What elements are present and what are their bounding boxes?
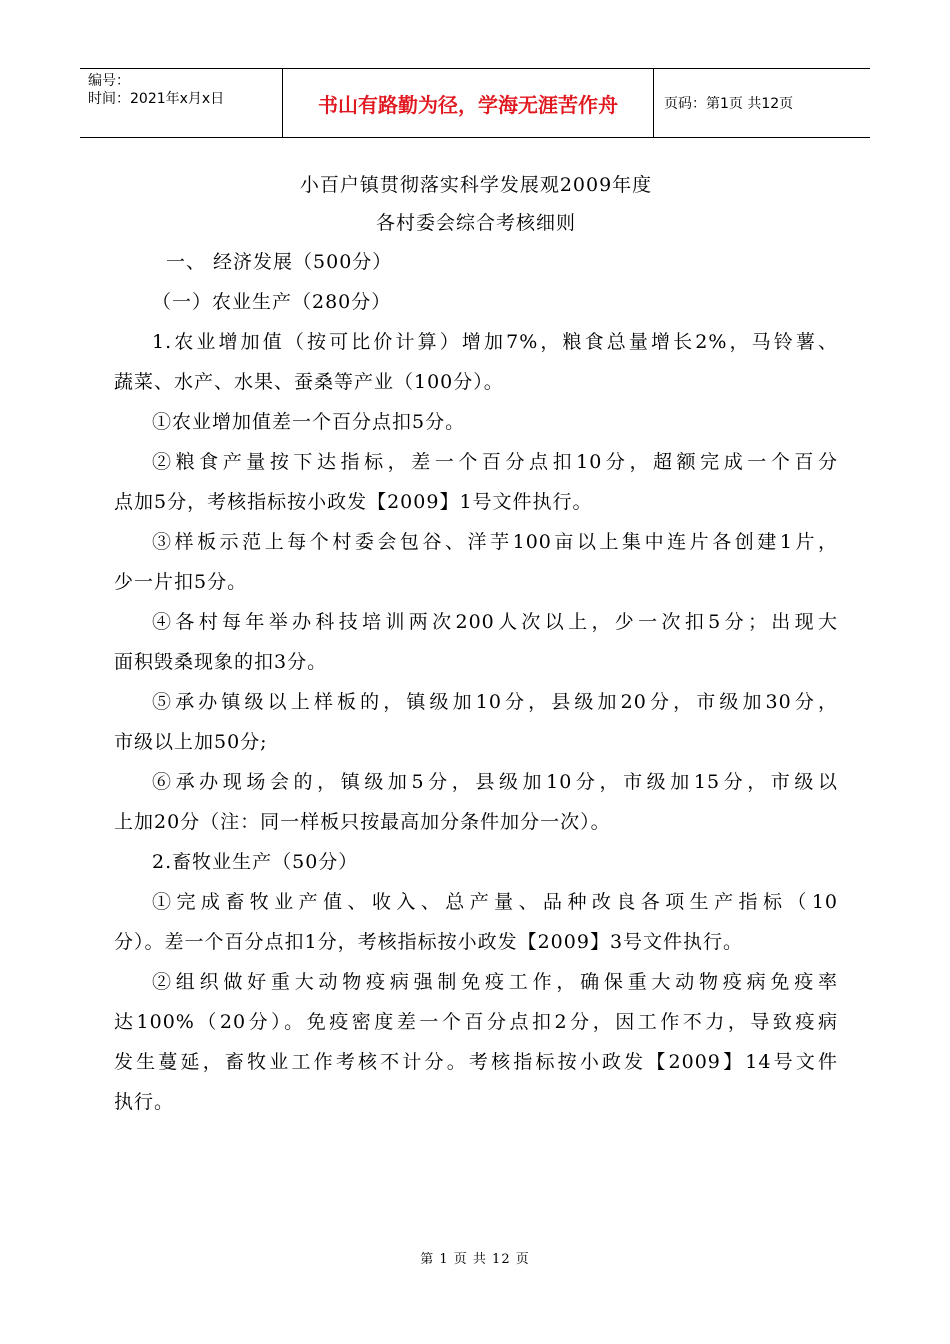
page-footer: 第 1 页 共 12 页 [420,1252,530,1267]
header-page-info-cell [654,69,870,137]
paragraph-line: 执行。 [114,1091,175,1113]
paragraph-line: 发生蔓延，畜牧业工作考核不计分。考核指标按小政发【2009】14号文件 [114,1051,838,1073]
paragraph-line: ②粮食产量按下达指标，差一个百分点扣10分，超额完成一个百分 [152,451,838,473]
motto: 书山有路勤为径，学海无涯苦作舟 [318,92,618,117]
page-info: 页码：第1页 共12页 [664,96,794,112]
paragraph-line: ①完成畜牧业产值、收入、总产量、品种改良各项生产指标（10 [152,891,838,913]
paragraph-line: 1.农业增加值（按可比价计算）增加7%，粮食总量增长2%，马铃薯、 [152,331,838,353]
document-title-line-1: 小百户镇贯彻落实科学发展观2009年度 [299,174,653,196]
paragraph-line: 达100%（20分）。免疫密度差一个百分点扣2分，因工作不力，导致疫病 [114,1011,838,1033]
time-label: 时间：2021年x月x日 [88,91,225,107]
document-body [114,166,838,1122]
paragraph-line: 分）。差一个百分点扣1分，考核指标按小政发【2009】3号文件执行。 [114,931,744,953]
header-motto-cell [283,69,654,137]
paragraph-line: ③样板示范上每个村委会包谷、洋芋100亩以上集中连片各创建1片， [152,531,838,553]
paragraph-line: 少一片扣5分。 [114,571,248,593]
paragraph-line: ②组织做好重大动物疫病强制免疫工作，确保重大动物疫病免疫率 [152,971,838,993]
header-meta [80,69,283,137]
paragraph-line: 上加20分（注：同一样板只按最高加分条件加分一次）。 [114,811,611,833]
paragraph-line: 蔬菜、水产、水果、蚕桑等产业（100分）。 [114,371,504,393]
document-header [80,68,870,138]
paragraph-line: ①农业增加值差一个百分点扣5分。 [152,411,466,433]
paragraph-line: ⑥承办现场会的，镇级加5分，县级加10分，市级加15分，市级以 [152,771,838,793]
paragraph-line: 2.畜牧业生产（50分） [152,851,359,873]
paragraph-line: ④各村每年举办科技培训两次200人次以上，少一次扣5分；出现大 [152,611,838,633]
document-title-line-2: 各村委会综合考核细则 [375,212,576,234]
subsection-heading: （一）农业生产（280分） [152,291,392,313]
paragraph-line: 面积毁桑现象的扣3分。 [114,651,328,673]
paragraph-line: 市级以上加50分; [114,731,268,753]
section-heading: 一、 经济发展（500分） [166,251,393,273]
paragraph-line: ⑤承办镇级以上样板的，镇级加10分，县级加20分，市级加30分， [152,691,838,713]
paragraph-line: 点加5分，考核指标按小政发【2009】1号文件执行。 [114,491,593,513]
number-label: 编号： [88,73,130,89]
